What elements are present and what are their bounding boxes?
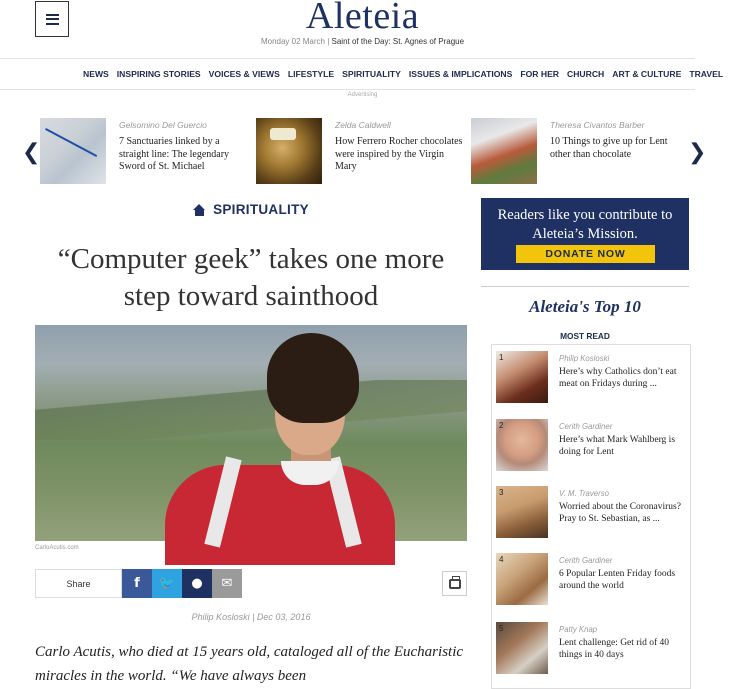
nav-spirituality[interactable]: SPIRITUALITY: [342, 69, 401, 79]
list-item-title[interactable]: Lent challenge: Get rid of 40 things in 40 days: [559, 638, 670, 660]
donate-text: Readers like you contribute to Aleteia’s Mission.: [497, 207, 673, 242]
nav-art-culture[interactable]: ART & CULTURE: [612, 69, 682, 79]
article-thumbnail[interactable]: [496, 553, 548, 605]
list-item-author: Cerith Gardiner: [559, 422, 613, 431]
nav-voices-views[interactable]: VOICES & VIEWS: [208, 69, 280, 79]
dateline: Monday 02 March | Saint of the Day: St. Agnes of Prague: [260, 37, 465, 46]
facebook-share-button[interactable]: [122, 569, 152, 598]
list-item[interactable]: [491, 548, 691, 610]
carousel-title[interactable]: How Ferrero Rocher chocolates were inspired by the Virgin Mary: [335, 136, 463, 172]
article-hero-image: [35, 325, 467, 541]
list-item-author: Patty Knap: [559, 625, 598, 634]
article-thumbnail[interactable]: [496, 622, 548, 674]
list-item-title[interactable]: Here’s why Catholics don’t eat meat on Fridays during ...: [559, 367, 677, 389]
speech-bubble-icon: ●: [191, 576, 203, 591]
main-nav: [83, 69, 731, 79]
list-item-title[interactable]: Worried about the Coronavirus? Pray to St. Sebastian, as ...: [559, 502, 681, 524]
rank-number: 2: [499, 421, 504, 430]
twitter-icon: 🐦: [158, 576, 176, 591]
list-item[interactable]: [491, 617, 691, 679]
twitter-share-button[interactable]: [152, 569, 182, 598]
rank-number: 4: [499, 555, 504, 564]
section-label[interactable]: [35, 202, 467, 217]
carousel-author: Zelda Caldwell: [335, 120, 391, 130]
map-thumbnail[interactable]: [40, 118, 106, 184]
list-item-title[interactable]: 6 Popular Lenten Friday foods around the world: [559, 569, 676, 591]
donate-banner[interactable]: [481, 198, 689, 270]
carousel-author: Theresa Civantos Barber: [550, 120, 645, 130]
nav-lifestyle[interactable]: LIFESTYLE: [287, 69, 335, 79]
printer-icon: [449, 579, 461, 589]
list-item-author: V. M. Traverso: [559, 489, 609, 498]
list-item-title[interactable]: Here’s what Mark Wahlberg is doing for Lent: [559, 435, 676, 457]
carousel-item[interactable]: [256, 118, 466, 184]
home-icon: [193, 204, 206, 216]
carousel-author: Gelsomino Del Guercio: [119, 120, 207, 130]
carousel-item[interactable]: [471, 118, 681, 184]
rank-number: 5: [499, 624, 504, 633]
share-label: Share: [35, 569, 122, 598]
share-bar: [35, 569, 243, 598]
header-divider: [0, 58, 695, 59]
article-byline: Philip Kosloski | Dec 03, 2016: [191, 612, 311, 622]
article-body: Carlo Acutis, who died at 15 years old, cataloged all of the Eucharistic miracles in the world. “We have always been: [35, 644, 464, 684]
image-credit: CarloAcutis.com: [35, 545, 79, 551]
site-logo[interactable]: Aleteia: [305, 0, 420, 37]
most-read-tab[interactable]: MOST READ: [560, 331, 610, 341]
saint-of-the-day-link[interactable]: Saint of the Day: St. Agnes of Prague: [331, 37, 465, 46]
email-share-button[interactable]: [212, 569, 242, 598]
nav-for-her[interactable]: FOR HER: [520, 69, 560, 79]
list-item[interactable]: [491, 481, 691, 543]
list-item[interactable]: [491, 414, 691, 476]
rank-number: 3: [499, 488, 504, 497]
nav-issues-implications[interactable]: ISSUES & IMPLICATIONS: [408, 69, 513, 79]
chocolate-thumbnail[interactable]: [256, 118, 322, 184]
comment-share-button[interactable]: [182, 569, 212, 598]
carousel-title[interactable]: 7 Sanctuaries linked by a straight line: The legendary Sword of St. Michael: [119, 136, 230, 172]
article-headline: “Computer geek” takes one more step toward sainthood: [57, 243, 445, 312]
article-thumbnail[interactable]: [496, 351, 548, 403]
nav-news[interactable]: NEWS: [83, 69, 109, 79]
top10-title: Aleteia's Top 10: [529, 297, 641, 316]
carousel-item[interactable]: [40, 118, 250, 184]
nav-travel[interactable]: TRAVEL: [689, 69, 724, 79]
carousel-next-chevron-icon[interactable]: ❯: [688, 140, 707, 165]
list-item-author: Philip Kosloski: [559, 354, 610, 363]
food-thumbnail[interactable]: [471, 118, 537, 184]
advertising-label: Advertising: [347, 92, 378, 98]
facebook-icon: f: [134, 576, 140, 591]
carousel-title[interactable]: 10 Things to give up for Lent other than chocolate: [550, 136, 668, 160]
print-button[interactable]: [442, 571, 467, 596]
current-date: Monday 02 March: [260, 37, 325, 46]
sidebar-divider: [481, 286, 689, 287]
list-item-author: Cerith Gardiner: [559, 556, 613, 565]
nav-church[interactable]: CHURCH: [567, 69, 605, 79]
rank-number: 1: [499, 353, 504, 362]
carousel-prev-chevron-icon[interactable]: ❮: [22, 140, 41, 165]
list-item[interactable]: [491, 346, 691, 408]
article-thumbnail[interactable]: [496, 486, 548, 538]
section-name[interactable]: SPIRITUALITY: [213, 202, 309, 217]
donate-button[interactable]: DONATE NOW: [516, 245, 655, 263]
article-thumbnail[interactable]: [496, 419, 548, 471]
nav-divider: [0, 89, 695, 90]
envelope-icon: ✉: [221, 576, 233, 591]
nav-inspiring-stories[interactable]: INSPIRING STORIES: [116, 69, 201, 79]
